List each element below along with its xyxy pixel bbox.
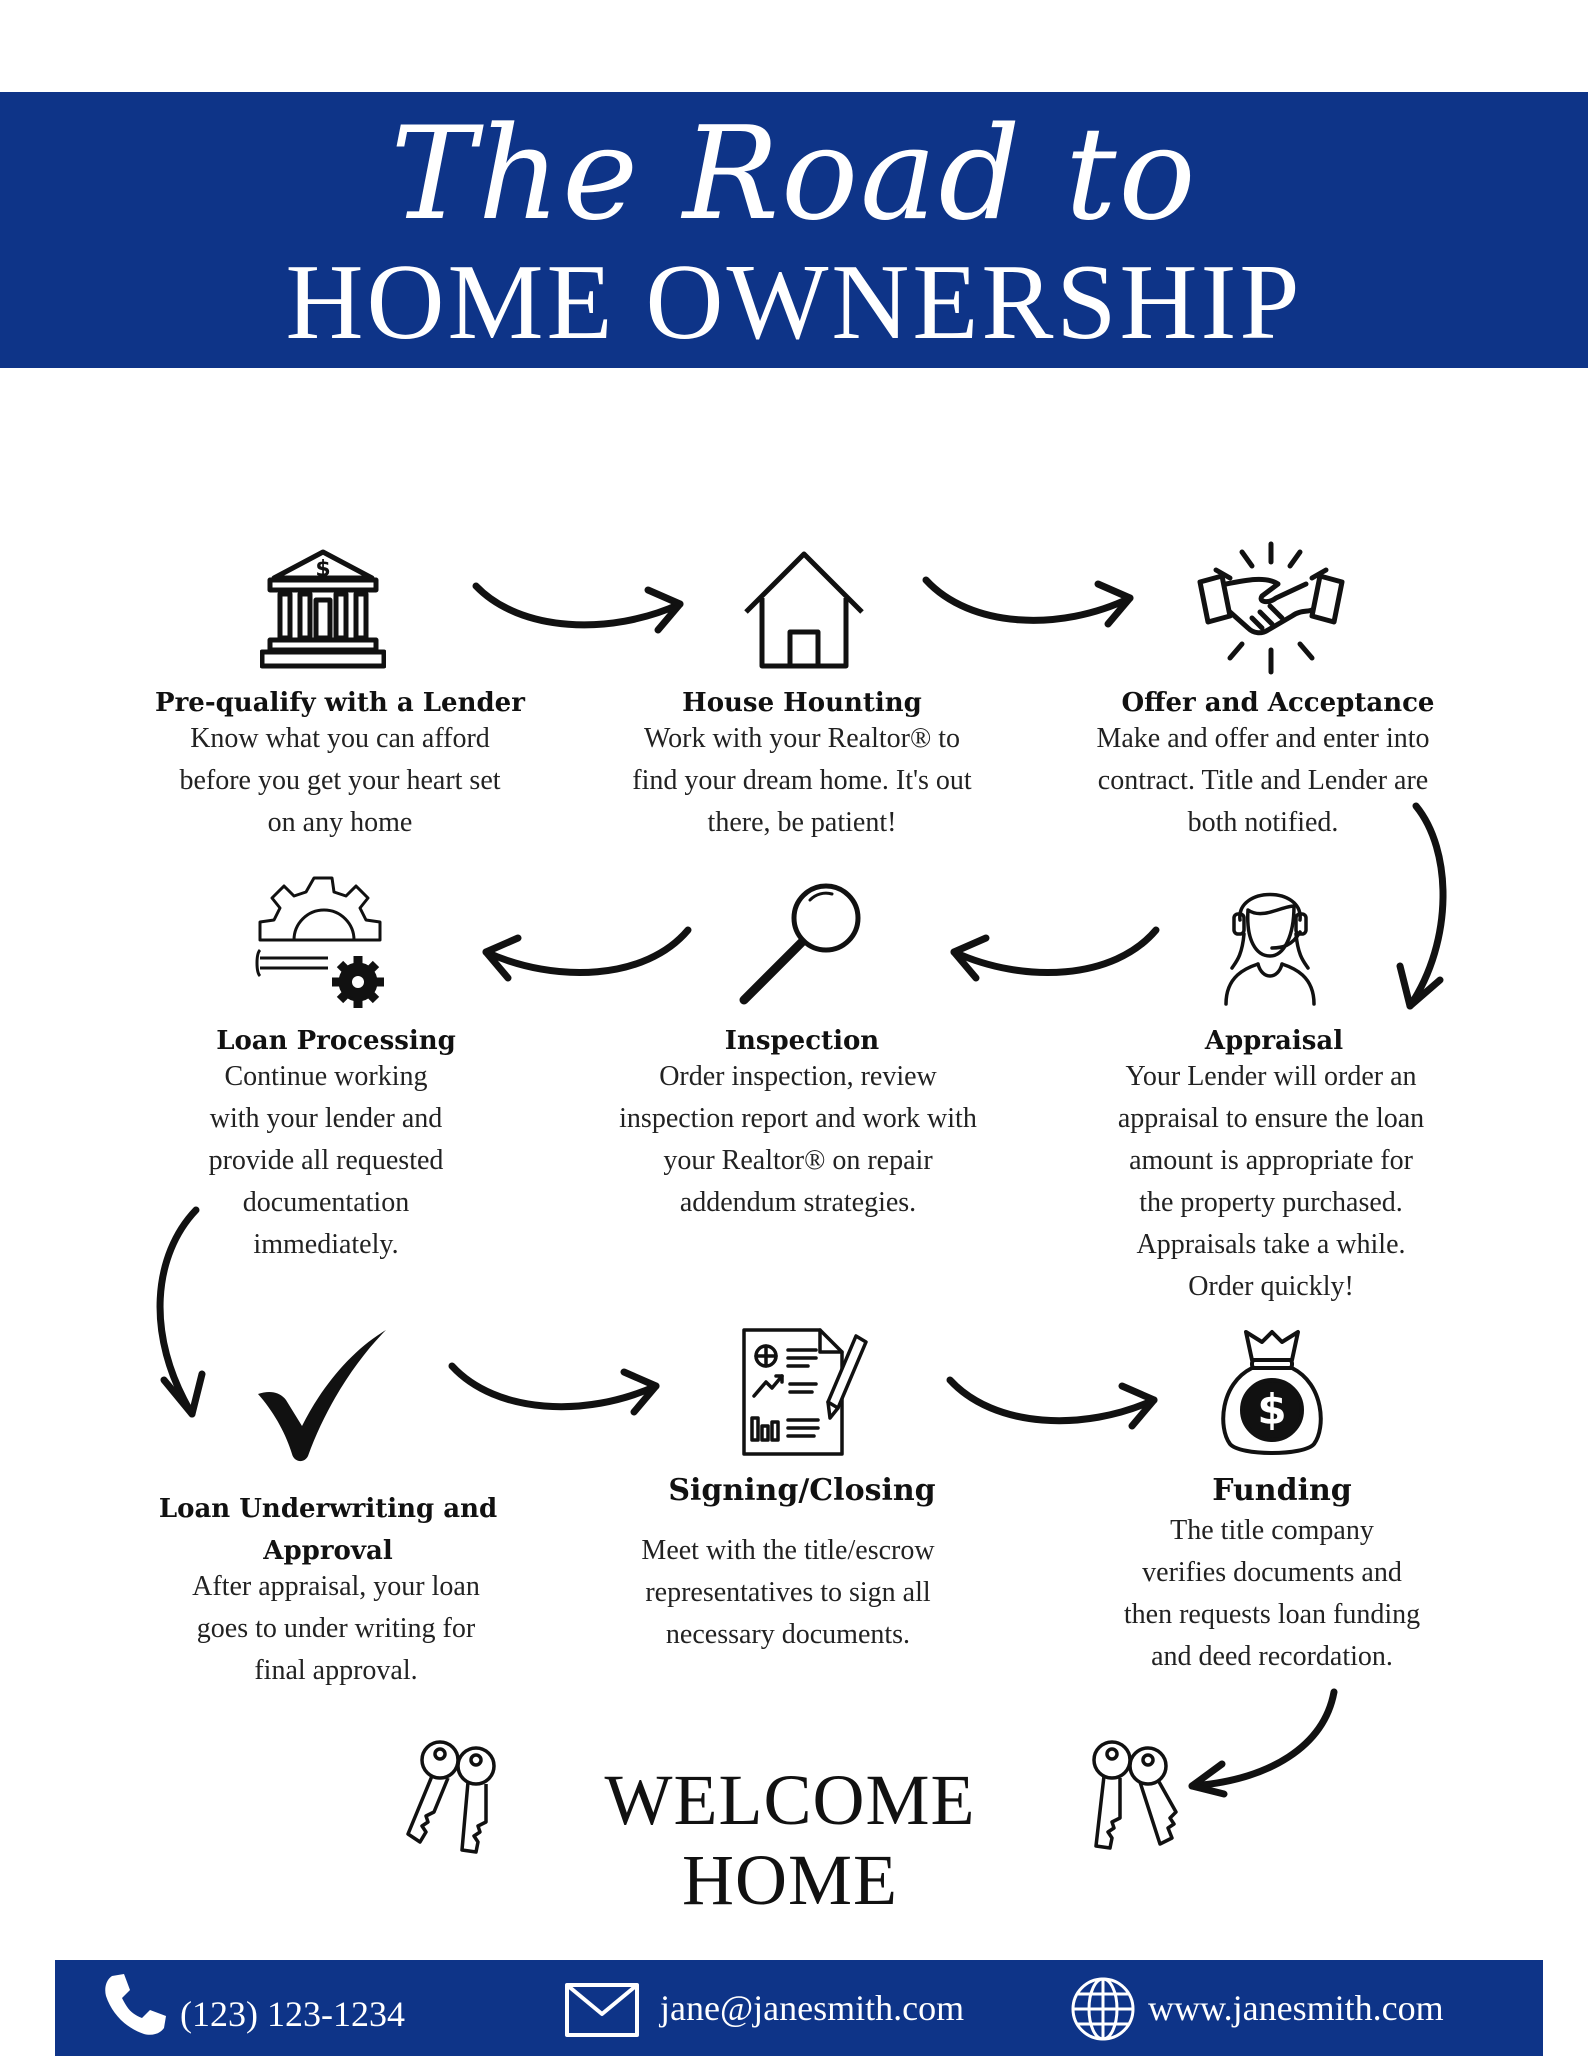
step-title-inspection: Inspection xyxy=(724,1026,880,1056)
agent-icon xyxy=(1222,876,1318,1008)
arrow-5-to-6 xyxy=(476,924,696,984)
arrow-8-to-9 xyxy=(944,1374,1164,1434)
bank-icon xyxy=(260,548,386,670)
magnifier-icon xyxy=(736,878,870,1008)
body-line: both notified. xyxy=(1187,807,1339,838)
handshake-icon xyxy=(1196,540,1346,676)
welcome-home-text: WELCOME HOME xyxy=(604,1760,976,1920)
body-line: before you get your heart set xyxy=(179,765,501,796)
svg-text:$: $ xyxy=(1257,1385,1287,1434)
keys-icon-right xyxy=(1074,1738,1186,1856)
step-title-underwriting xyxy=(128,1488,528,1572)
body-line: Order inspection, review xyxy=(659,1061,937,1092)
arrow-2-to-3 xyxy=(920,572,1140,632)
body-line: representatives to sign all xyxy=(645,1577,931,1608)
body-line: Make and offer and enter into xyxy=(1096,723,1430,754)
body-line: goes to under writing for xyxy=(196,1613,476,1644)
body-line: appraisal to ensure the loan xyxy=(1117,1103,1425,1134)
body-line: The title company xyxy=(1170,1515,1374,1546)
step-body-underwriting xyxy=(136,1566,536,1692)
step-body-signing xyxy=(588,1530,988,1656)
arrow-7-to-8 xyxy=(446,1358,666,1418)
step-title-appraisal: Appraisal xyxy=(1204,1026,1344,1056)
body-line: Order quickly! xyxy=(1188,1271,1354,1302)
house-icon xyxy=(742,548,866,670)
body-line: amount is appropriate for xyxy=(1129,1145,1413,1176)
step-title-house-hunting: House Hounting xyxy=(682,688,922,718)
mail-icon xyxy=(564,1982,640,2038)
footer-website[interactable]: www.janesmith.com xyxy=(1148,1988,1444,2028)
body-line: inspection report and work with xyxy=(619,1103,977,1134)
body-line: Meet with the title/escrow xyxy=(641,1535,935,1566)
step-body-prequalify xyxy=(130,718,550,844)
checkmark-icon xyxy=(256,1326,390,1462)
gears-icon xyxy=(254,874,394,1012)
step-title-offer: Offer and Acceptance xyxy=(1121,688,1435,718)
step-body-inspection xyxy=(578,1056,1018,1224)
step-title-signing: Signing/Closing xyxy=(668,1473,936,1508)
body-line: immediately. xyxy=(253,1229,399,1260)
arrow-1-to-2 xyxy=(470,576,690,636)
title-main: HOME OWNERSHIP xyxy=(285,243,1303,362)
footer-phone[interactable]: (123) 123-1234 xyxy=(180,1994,405,2034)
body-line: After appraisal, your loan xyxy=(192,1571,480,1602)
globe-icon xyxy=(1070,1976,1136,2042)
step-body-funding xyxy=(1072,1510,1472,1678)
body-line: contract. Title and Lender are xyxy=(1097,765,1429,796)
footer-email[interactable]: jane@janesmith.com xyxy=(660,1988,965,2028)
body-line: Work with your Realtor® to xyxy=(643,723,961,754)
body-line: find your dream home. It's out xyxy=(632,765,972,796)
body-line: provide all requested xyxy=(208,1145,444,1176)
body-line: verifies documents and xyxy=(1142,1557,1402,1588)
body-line: Appraisals take a while. xyxy=(1136,1229,1406,1260)
body-line: final approval. xyxy=(254,1655,418,1686)
body-line: Know what you can afford xyxy=(190,723,490,754)
body-line: your Realtor® on repair xyxy=(663,1145,933,1176)
body-line: with your lender and xyxy=(209,1103,443,1134)
step-title-loan-processing: Loan Processing xyxy=(216,1026,456,1056)
svg-text:$: $ xyxy=(315,557,331,582)
body-line: the property purchased. xyxy=(1139,1187,1403,1218)
step-title-prequalify: Pre-qualify with a Lender xyxy=(155,688,525,718)
document-icon xyxy=(738,1326,872,1460)
arrow-3-to-4 xyxy=(1390,800,1460,1020)
arrow-9-to-welcome xyxy=(1180,1686,1340,1796)
step-body-house-hunting xyxy=(592,718,1012,844)
step-body-appraisal xyxy=(1066,1056,1476,1308)
arrow-4-to-5 xyxy=(944,924,1164,984)
phone-icon xyxy=(102,1972,168,2038)
body-line: Your Lender will order an xyxy=(1125,1061,1417,1092)
body-line: then requests loan funding xyxy=(1123,1599,1421,1630)
step-title-funding: Funding xyxy=(1212,1473,1352,1508)
title-line: Loan Underwriting and xyxy=(158,1494,498,1524)
body-line: on any home xyxy=(267,807,413,838)
arrow-6-to-7 xyxy=(142,1204,212,1424)
body-line: necessary documents. xyxy=(665,1619,911,1650)
body-line: Continue working xyxy=(224,1061,428,1092)
keys-icon xyxy=(402,1738,514,1856)
title-script: The Road to xyxy=(390,100,1198,249)
money-bag-icon xyxy=(1216,1328,1328,1458)
body-line: and deed recordation. xyxy=(1151,1641,1393,1672)
body-line: addendum strategies. xyxy=(679,1187,917,1218)
body-line: documentation xyxy=(242,1187,410,1218)
title-line: Approval xyxy=(263,1536,393,1566)
body-line: there, be patient! xyxy=(707,807,897,838)
